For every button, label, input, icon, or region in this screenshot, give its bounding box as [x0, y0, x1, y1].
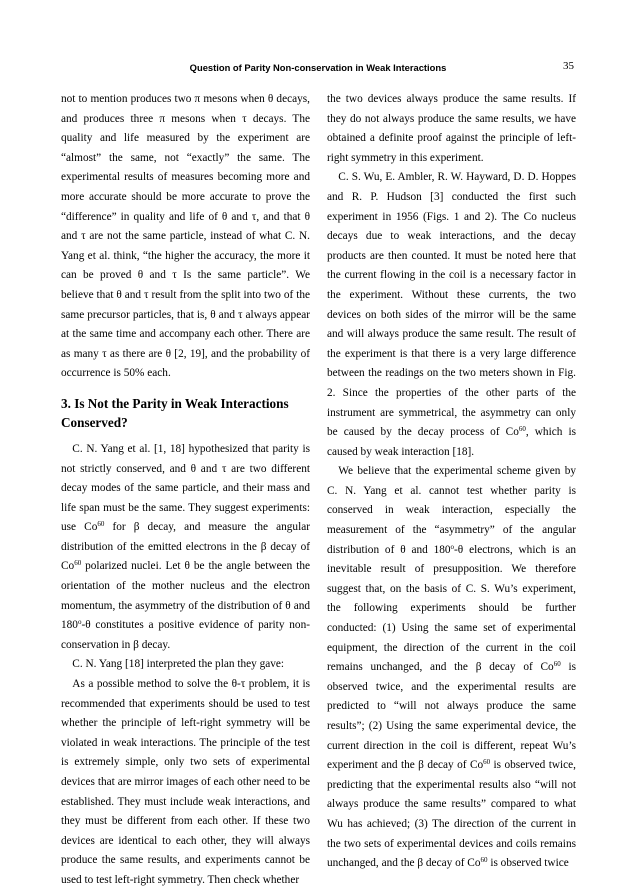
- text-run: is observed twice, predicting that the experimental results also “will not always produce the same results” compared to what Wu has achieved; (3) The direction of the current in the two sets of experimental devices and coils remains unchanged, and the β decay of Co: [327, 759, 576, 870]
- paragraph: [61, 440, 310, 656]
- text-run: for β decay, and measure the angular distribution of the emitted electrons in the β decay of Co: [61, 521, 310, 573]
- superscript: 60: [480, 856, 488, 865]
- superscript: 60: [553, 660, 561, 669]
- left-column: [61, 90, 310, 891]
- superscript: 60: [74, 559, 82, 568]
- paragraph: As a possible method to solve the θ-τ problem, it is recommended that experiments should be used to test whether the principle of left-right symmetry will be violated in weak interactions. The principle of the test is extremely simple, only two sets of experimental devices that are mirror images of each other need to be established. They must include weak interactions, and they must be different from each other. If these two devices are identical to each other, they will always produce the same results, and experiments cannot be used to test left-right symmetry. Then check whether: [61, 678, 310, 886]
- section-heading: 3. Is Not the Parity in Weak Interactions Conserved?: [61, 395, 289, 430]
- paragraph: the two devices always produce the same results. If they do not always produce the same results, we have obtained a definite proof against the principle of left-right symmetry in this experiment.: [327, 93, 576, 164]
- superscript: 60: [518, 425, 526, 434]
- paragraph: [327, 462, 576, 873]
- superscript: 60: [97, 520, 105, 529]
- paragraph: not to mention produces two π mesons when θ decays, and produces three π mesons when τ decays. The quality and life measured by the experiment are “almost” the same, not “exactly” the same. The experimental results of measures becoming more and more accurate should be more accurate to prove the “difference” in quality and life of θ and τ, and that θ and τ are not the same particle, instead of what C. N. Yang et al. think, “the higher the accuracy, the more it can be proved θ and τ Is the same particle”. We believe that θ and τ result from the split into two of the same precursor particles, that is, θ and τ always appear at the same time and accompany each other. There are as many τ as there are θ [2, 19], and the probability of occurrence is 50% each.: [61, 93, 310, 380]
- superscript: o: [450, 542, 455, 551]
- text-run: We believe that the experimental scheme given by C. N. Yang et al. cannot test whether parity is conserved in weak interaction, especially the measurement of the “asymmetry” of the angular distribution of θ and 180: [327, 465, 576, 556]
- text-run: , which is caused by weak interaction [18].: [327, 426, 576, 458]
- text-run: C. N. Yang et al. [1, 18] hypothesized that parity is not strictly conserved, and θ and τ are two different decay modes of the same particle, and their mass and life span must be the same. They suggest experiments: use Co: [61, 442, 310, 534]
- text-run: -θ electrons, which is an inevitable result of presupposition. We therefore suggest that, on the basis of C. S. Wu’s experiment, the following experiments should be further conducted: (1) Using the same set of experimental equipment, the direction of the current in the coil remains unchanged, and the β decay of Co: [327, 543, 576, 674]
- right-column: [327, 90, 576, 874]
- running-title: Question of Parity Non-conservation in Weak Interactions: [189, 62, 447, 73]
- text-run: polarized nuclei. Let θ be the angle between the orientation of the mother nucleus and the electron momentum, the asymmetry of the distribution of θ and 180: [61, 560, 310, 632]
- page-number: 35: [563, 60, 574, 72]
- text-run: is observed twice, and the experimental results are predicted to “will not always produce the same results”; (2) Using the same experimental device, the current direction in the coil is different, repeat Wu’s experiment and the β decay of Co: [327, 661, 576, 772]
- paragraph: C. N. Yang [18] interpreted the plan they gave:: [72, 658, 285, 671]
- text-run: C. S. Wu, E. Ambler, R. W. Hayward, D. D. Hoppes and R. P. Hudson [3] conducted the first such experiment in 1956 (Figs. 1 and 2). The Co nucleus decays due to weak interactions, and the decay products are then counted. It must be noted here that the current flowing in the coil is a necessary factor in the experiment. Without these currents, the two devices on both sides of the mirror will be the same and will always produce the same result. The result of the experiment is that there is a very large difference between the readings on the two meters shown in Fig. 2. Since the properties of the other parts of the instrument are symmetrical, the asymmetry can only be caused by the decay process of Co: [327, 171, 576, 439]
- superscript: o: [77, 618, 82, 627]
- paragraph: [327, 168, 576, 462]
- text-run: -θ constitutes a positive evidence of parity non-conservation in β decay.: [61, 619, 310, 651]
- superscript: 60: [483, 758, 491, 767]
- text-run: is observed twice: [487, 857, 569, 870]
